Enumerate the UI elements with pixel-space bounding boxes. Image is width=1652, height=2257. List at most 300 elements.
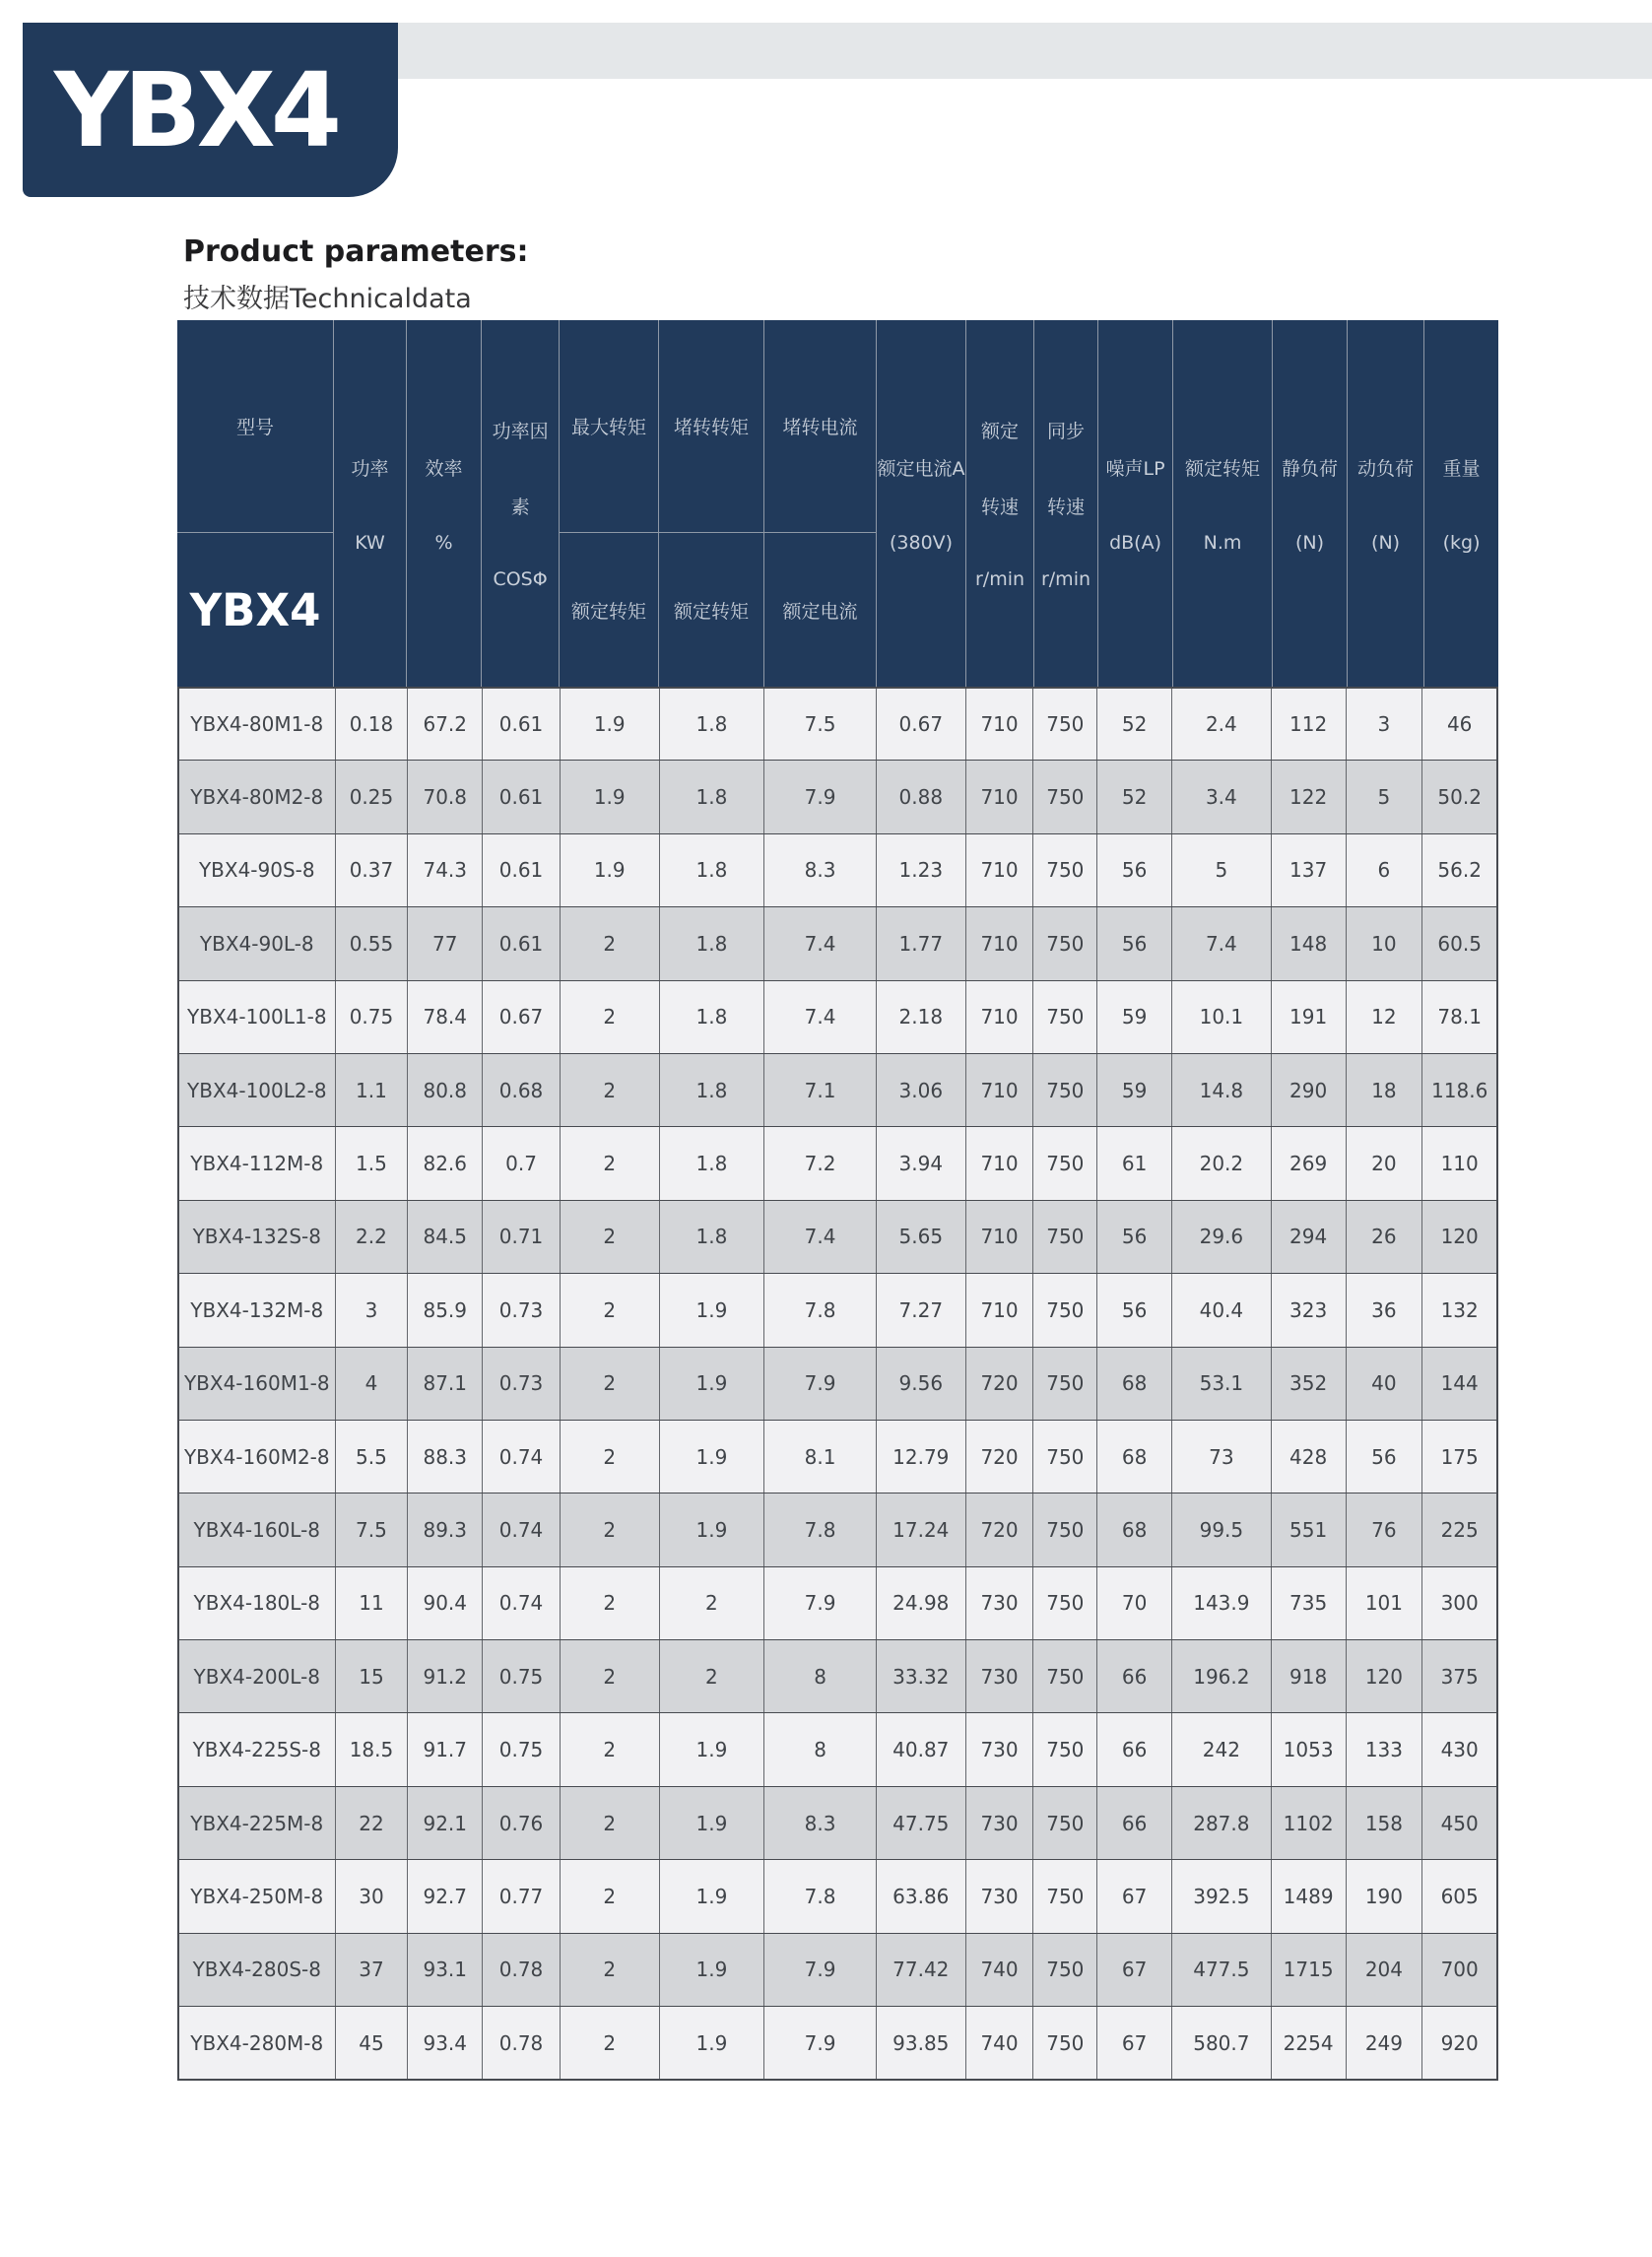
cell-static-load: 551 — [1272, 1494, 1347, 1565]
cell-rated-current: 0.67 — [877, 689, 966, 760]
cell-locked-rotor-current: 7.5 — [764, 689, 877, 760]
cell-rated-speed: 720 — [966, 1348, 1034, 1420]
cell-model: YBX4-160L-8 — [179, 1494, 336, 1565]
cell-rated-current: 40.87 — [877, 1713, 966, 1785]
cell-efficiency: 82.6 — [408, 1127, 483, 1199]
cell-model: YBX4-90S-8 — [179, 834, 336, 906]
cell-power-factor: 0.73 — [483, 1274, 561, 1346]
cell-rated-torque: 477.5 — [1172, 1934, 1272, 2006]
cell-rated-torque: 20.2 — [1172, 1127, 1272, 1199]
page-title: Product parameters: — [183, 234, 529, 269]
cell-dynamic-load: 56 — [1347, 1421, 1423, 1493]
cell-locked-rotor-torque: 1.8 — [660, 834, 765, 906]
cell-efficiency: 85.9 — [408, 1274, 483, 1346]
cell-locked-rotor-torque: 1.9 — [660, 1860, 765, 1932]
header-line: 噪声LP — [1105, 457, 1165, 480]
cell-locked-rotor-current: 7.9 — [764, 1348, 877, 1420]
cell-sync-speed: 750 — [1033, 1713, 1097, 1785]
top-accent-bar — [398, 23, 1652, 79]
cell-weight: 144 — [1440, 1371, 1479, 1396]
cell-rated-torque: 14.8 — [1172, 1054, 1272, 1126]
cell-rated-torque: 2.4 — [1172, 689, 1272, 760]
cell-dynamic-load: 120 — [1347, 1640, 1423, 1712]
table-row — [179, 1126, 1496, 1199]
cell-rated-torque: 392.5 — [1172, 1860, 1272, 1932]
cell-noise-lp: 67 — [1097, 1934, 1172, 2006]
cell-rated-current: 77.42 — [877, 1934, 966, 2006]
cell-power: 1.1 — [336, 1054, 409, 1126]
cell-noise-lp: 59 — [1097, 1054, 1172, 1126]
header-line: 静负荷 — [1282, 457, 1339, 480]
column-header-rated-speed — [966, 320, 1034, 687]
cell-locked-rotor-current: 7.8 — [764, 1860, 877, 1932]
cell-locked-rotor-torque: 1.9 — [660, 1494, 765, 1565]
cell-power-factor: 0.7 — [483, 1127, 561, 1199]
header-line: COSΦ — [493, 568, 548, 590]
cell-locked-rotor-current: 7.9 — [764, 1934, 877, 2006]
cell-model: YBX4-225S-8 — [179, 1713, 336, 1785]
table-row — [179, 1859, 1496, 1932]
cell-power: 0.75 — [336, 981, 409, 1053]
cell-rated-current: 2.18 — [877, 981, 966, 1053]
cell-weight: 120 — [1440, 1225, 1479, 1249]
cell-model: YBX4-225M-8 — [179, 1787, 336, 1859]
cell-efficiency: 92.1 — [408, 1787, 483, 1859]
cell-rated-torque: 5 — [1172, 834, 1272, 906]
cell-static-load: 112 — [1272, 689, 1347, 760]
cell-rated-torque: 3.4 — [1172, 761, 1272, 832]
cell-locked-rotor-current: 7.2 — [764, 1127, 877, 1199]
cell-power: 11 — [336, 1567, 409, 1639]
header-line: 效率 — [425, 457, 463, 480]
header-line: (kg) — [1442, 531, 1481, 554]
cell-locked-rotor-torque: 2 — [660, 1640, 765, 1712]
cell-weight: 56.2 — [1437, 858, 1482, 883]
cell-static-load: 122 — [1272, 761, 1347, 832]
table-row — [179, 1053, 1496, 1126]
cell-locked-rotor-current: 8.3 — [764, 1787, 877, 1859]
cell-rated-speed: 710 — [966, 1201, 1034, 1273]
cell-max-torque: 2 — [561, 1860, 660, 1932]
cell-sync-speed: 750 — [1033, 1934, 1097, 2006]
cell-locked-rotor-current: 7.9 — [764, 2007, 877, 2079]
header-line: (N) — [1295, 531, 1325, 554]
cell-locked-rotor-torque: 2 — [660, 1567, 765, 1639]
cell-weight: 46 — [1446, 712, 1473, 737]
cell-model: YBX4-280S-8 — [179, 1934, 336, 2006]
table-row — [179, 2006, 1496, 2079]
cell-locked-rotor-torque: 1.8 — [660, 689, 765, 760]
cell-max-torque: 2 — [561, 981, 660, 1053]
cell-weight: 60.5 — [1437, 931, 1482, 956]
cell-noise-lp: 67 — [1097, 1860, 1172, 1932]
table-row — [179, 687, 1496, 760]
cell-weight: 50.2 — [1437, 785, 1482, 810]
cell-locked-rotor-torque: 1.8 — [660, 1201, 765, 1273]
header-line: 转速 — [1046, 497, 1085, 518]
header-line: 额定转矩 — [1185, 457, 1261, 480]
cell-locked-rotor-current: 8.1 — [764, 1421, 877, 1493]
cell-rated-speed: 740 — [966, 1934, 1034, 2006]
cell-static-load: 290 — [1272, 1054, 1347, 1126]
cell-model: YBX4-112M-8 — [179, 1127, 336, 1199]
cell-dynamic-load: 20 — [1347, 1127, 1423, 1199]
cell-power: 37 — [336, 1934, 409, 2006]
cell-efficiency: 91.7 — [408, 1713, 483, 1785]
cell-dynamic-load: 133 — [1347, 1713, 1423, 1785]
table-row — [179, 1200, 1496, 1273]
header-line: % — [434, 531, 453, 554]
cell-model: YBX4-90L-8 — [179, 907, 336, 979]
cell-weight: 110 — [1440, 1152, 1479, 1176]
cell-locked-rotor-torque: 1.8 — [660, 981, 765, 1053]
cell-weight: 78.1 — [1437, 1005, 1482, 1029]
cell-weight: 700 — [1440, 1958, 1479, 1982]
cell-static-load: 148 — [1272, 907, 1347, 979]
cell-max-torque: 2 — [561, 1787, 660, 1859]
cell-power: 0.37 — [336, 834, 409, 906]
logo-text: YBX4 — [54, 49, 338, 170]
cell-model: YBX4-250M-8 — [179, 1860, 336, 1932]
cell-static-load: 191 — [1272, 981, 1347, 1053]
cell-locked-rotor-torque: 1.8 — [660, 907, 765, 979]
cell-efficiency: 92.7 — [408, 1860, 483, 1932]
cell-rated-speed: 730 — [966, 1787, 1034, 1859]
cell-locked-rotor-torque: 1.8 — [660, 761, 765, 832]
cell-noise-lp: 66 — [1097, 1787, 1172, 1859]
table-row — [179, 833, 1496, 906]
header-line: 同步 — [1046, 421, 1085, 442]
cell-sync-speed: 750 — [1033, 689, 1097, 760]
cell-static-load: 294 — [1272, 1201, 1347, 1273]
cell-power: 15 — [336, 1640, 409, 1712]
cell-weight: 175 — [1440, 1444, 1479, 1469]
header-line: (380V) — [889, 531, 954, 554]
cell-rated-speed: 730 — [966, 1640, 1034, 1712]
cell-power: 1.5 — [336, 1127, 409, 1199]
header-line: r/min — [1040, 568, 1091, 590]
column-header-power-factor — [482, 320, 560, 687]
table-row — [179, 1347, 1496, 1420]
header-line: 素 — [510, 497, 530, 518]
cell-noise-lp: 68 — [1097, 1421, 1172, 1493]
cell-model: YBX4-80M2-8 — [179, 761, 336, 832]
cell-rated-torque: 40.4 — [1172, 1274, 1272, 1346]
cell-efficiency: 74.3 — [408, 834, 483, 906]
column-header-rated-torque — [1173, 320, 1273, 687]
table-body — [177, 687, 1498, 2081]
cell-max-torque: 2 — [561, 1127, 660, 1199]
cell-rated-current: 3.06 — [877, 1054, 966, 1126]
cell-rated-speed: 720 — [966, 1494, 1034, 1565]
cell-rated-current: 5.65 — [877, 1201, 966, 1273]
column-header-locked-rotor-torque — [659, 320, 764, 687]
cell-noise-lp: 70 — [1097, 1567, 1172, 1639]
cell-max-torque: 2 — [561, 1274, 660, 1346]
cell-model: YBX4-100L2-8 — [179, 1054, 336, 1126]
cell-max-torque: 1.9 — [561, 689, 660, 760]
cell-max-torque: 2 — [561, 1348, 660, 1420]
cell-sync-speed: 750 — [1033, 1567, 1097, 1639]
cell-rated-current: 12.79 — [877, 1421, 966, 1493]
cell-power: 0.55 — [336, 907, 409, 979]
table-row — [179, 980, 1496, 1053]
cell-sync-speed: 750 — [1033, 761, 1097, 832]
cell-locked-rotor-torque: 1.9 — [660, 1274, 765, 1346]
cell-noise-lp: 56 — [1097, 834, 1172, 906]
cell-locked-rotor-current: 7.1 — [764, 1054, 877, 1126]
cell-model: YBX4-280M-8 — [179, 2007, 336, 2079]
cell-power-factor: 0.74 — [483, 1567, 561, 1639]
cell-noise-lp: 59 — [1097, 981, 1172, 1053]
cell-sync-speed: 750 — [1033, 981, 1097, 1053]
header-line: 动负荷 — [1357, 457, 1415, 480]
cell-dynamic-load: 40 — [1347, 1348, 1423, 1420]
cell-rated-current: 17.24 — [877, 1494, 966, 1565]
cell-noise-lp: 66 — [1097, 1713, 1172, 1785]
cell-power-factor: 0.61 — [483, 689, 561, 760]
cell-power-factor: 0.68 — [483, 1054, 561, 1126]
column-header-power — [334, 320, 407, 687]
table-row — [179, 1786, 1496, 1859]
cell-noise-lp: 61 — [1097, 1127, 1172, 1199]
cell-weight: 920 — [1440, 2030, 1479, 2055]
cell-efficiency: 87.1 — [408, 1348, 483, 1420]
cell-sync-speed: 750 — [1033, 1421, 1097, 1493]
cell-rated-torque: 242 — [1172, 1713, 1272, 1785]
cell-power: 4 — [336, 1348, 409, 1420]
cell-weight: 605 — [1440, 1884, 1479, 1908]
cell-rated-speed: 710 — [966, 1054, 1034, 1126]
cell-max-torque: 1.9 — [561, 834, 660, 906]
cell-rated-speed: 730 — [966, 1713, 1034, 1785]
cell-sync-speed: 750 — [1033, 1054, 1097, 1126]
cell-power: 0.25 — [336, 761, 409, 832]
cell-power: 5.5 — [336, 1421, 409, 1493]
cell-efficiency: 93.4 — [408, 2007, 483, 2079]
table-row — [179, 1566, 1496, 1639]
column-header-static-load — [1273, 320, 1348, 687]
cell-rated-speed: 730 — [966, 1567, 1034, 1639]
header-line: 额定 — [981, 421, 1020, 442]
column-header-noise-lp — [1098, 320, 1173, 687]
cell-locked-rotor-current: 8 — [764, 1640, 877, 1712]
header-line: 功率 — [351, 457, 389, 480]
cell-dynamic-load: 204 — [1347, 1934, 1423, 2006]
cell-max-torque: 2 — [561, 907, 660, 979]
cell-static-load: 1715 — [1272, 1934, 1347, 2006]
column-header-efficiency — [407, 320, 482, 687]
column-header-locked-rotor-current-bottom: 额定电流 — [782, 600, 858, 623]
column-header-locked-rotor-current — [764, 320, 877, 687]
cell-efficiency: 89.3 — [408, 1494, 483, 1565]
table-header-row — [177, 320, 1498, 687]
cell-rated-current: 24.98 — [877, 1567, 966, 1639]
cell-max-torque: 2 — [561, 1567, 660, 1639]
table-row — [179, 906, 1496, 979]
cell-max-torque: 2 — [561, 1421, 660, 1493]
cell-dynamic-load: 12 — [1347, 981, 1423, 1053]
cell-noise-lp: 66 — [1097, 1640, 1172, 1712]
cell-dynamic-load: 26 — [1347, 1201, 1423, 1273]
cell-static-load: 2254 — [1272, 2007, 1347, 2079]
cell-sync-speed: 750 — [1033, 1274, 1097, 1346]
cell-power: 45 — [336, 2007, 409, 2079]
cell-power: 7.5 — [336, 1494, 409, 1565]
table-row — [179, 1933, 1496, 2006]
cell-max-torque: 2 — [561, 1640, 660, 1712]
header-line: 转速 — [981, 497, 1020, 518]
cell-power: 18.5 — [336, 1713, 409, 1785]
cell-weight: 430 — [1440, 1738, 1479, 1762]
cell-sync-speed: 750 — [1033, 1787, 1097, 1859]
cell-rated-speed: 740 — [966, 2007, 1034, 2079]
cell-power-factor: 0.74 — [483, 1494, 561, 1565]
cell-power-factor: 0.74 — [483, 1421, 561, 1493]
cell-efficiency: 70.8 — [408, 761, 483, 832]
cell-power-factor: 0.67 — [483, 981, 561, 1053]
column-header-model-top: 型号 — [177, 320, 333, 533]
cell-dynamic-load: 76 — [1347, 1494, 1423, 1565]
cell-rated-speed: 720 — [966, 1421, 1034, 1493]
cell-rated-speed: 710 — [966, 907, 1034, 979]
cell-efficiency: 77 — [408, 907, 483, 979]
cell-sync-speed: 750 — [1033, 834, 1097, 906]
cell-max-torque: 2 — [561, 1494, 660, 1565]
cell-dynamic-load: 249 — [1347, 2007, 1423, 2079]
cell-dynamic-load: 6 — [1347, 834, 1423, 906]
cell-noise-lp: 52 — [1097, 761, 1172, 832]
column-header-locked-rotor-current-top: 堵转电流 — [764, 320, 876, 533]
cell-locked-rotor-current: 7.8 — [764, 1274, 877, 1346]
cell-rated-speed: 710 — [966, 761, 1034, 832]
cell-rated-current: 3.94 — [877, 1127, 966, 1199]
header-line: KW — [355, 531, 385, 554]
header-line: N.m — [1203, 531, 1242, 554]
cell-sync-speed: 750 — [1033, 1640, 1097, 1712]
cell-efficiency: 67.2 — [408, 689, 483, 760]
cell-noise-lp: 56 — [1097, 907, 1172, 979]
cell-rated-speed: 710 — [966, 834, 1034, 906]
cell-max-torque: 2 — [561, 1201, 660, 1273]
header-line: (N) — [1371, 531, 1401, 554]
cell-locked-rotor-torque: 1.9 — [660, 1348, 765, 1420]
cell-dynamic-load: 18 — [1347, 1054, 1423, 1126]
table-row — [179, 760, 1496, 832]
cell-locked-rotor-torque: 1.8 — [660, 1127, 765, 1199]
cell-rated-current: 7.27 — [877, 1274, 966, 1346]
cell-power-factor: 0.75 — [483, 1713, 561, 1785]
cell-rated-current: 9.56 — [877, 1348, 966, 1420]
table-row — [179, 1493, 1496, 1565]
cell-locked-rotor-torque: 1.9 — [660, 1787, 765, 1859]
cell-power-factor: 0.71 — [483, 1201, 561, 1273]
cell-rated-torque: 53.1 — [1172, 1348, 1272, 1420]
cell-locked-rotor-current: 7.8 — [764, 1494, 877, 1565]
cell-model: YBX4-160M2-8 — [179, 1421, 336, 1493]
column-header-max-torque-bottom: 额定转矩 — [571, 600, 647, 623]
cell-rated-speed: 710 — [966, 1274, 1034, 1346]
cell-model: YBX4-160M1-8 — [179, 1348, 336, 1420]
cell-static-load: 137 — [1272, 834, 1347, 906]
cell-power-factor: 0.73 — [483, 1348, 561, 1420]
cell-rated-current: 93.85 — [877, 2007, 966, 2079]
cell-static-load: 428 — [1272, 1421, 1347, 1493]
cell-dynamic-load: 101 — [1347, 1567, 1423, 1639]
cell-weight: 225 — [1440, 1517, 1479, 1542]
cell-locked-rotor-current: 7.4 — [764, 981, 877, 1053]
cell-sync-speed: 750 — [1033, 2007, 1097, 2079]
cell-power-factor: 0.75 — [483, 1640, 561, 1712]
cell-rated-torque: 580.7 — [1172, 2007, 1272, 2079]
cell-efficiency: 93.1 — [408, 1934, 483, 2006]
cell-weight: 375 — [1440, 1664, 1479, 1689]
column-header-max-torque — [560, 320, 659, 687]
cell-weight: 450 — [1440, 1811, 1479, 1835]
cell-weight: 300 — [1440, 1591, 1479, 1616]
column-header-rated-current — [877, 320, 966, 687]
column-header-locked-rotor-torque-bottom: 额定转矩 — [674, 600, 750, 623]
cell-max-torque: 2 — [561, 2007, 660, 2079]
cell-dynamic-load: 190 — [1347, 1860, 1423, 1932]
cell-rated-torque: 73 — [1172, 1421, 1272, 1493]
cell-dynamic-load: 10 — [1347, 907, 1423, 979]
cell-locked-rotor-torque: 1.9 — [660, 1934, 765, 2006]
cell-static-load: 269 — [1272, 1127, 1347, 1199]
cell-locked-rotor-torque: 1.9 — [660, 2007, 765, 2079]
cell-model: YBX4-132S-8 — [179, 1201, 336, 1273]
cell-power-factor: 0.78 — [483, 2007, 561, 2079]
cell-rated-speed: 730 — [966, 1860, 1034, 1932]
cell-rated-current: 1.23 — [877, 834, 966, 906]
column-header-weight — [1424, 320, 1498, 687]
cell-locked-rotor-torque: 1.9 — [660, 1713, 765, 1785]
cell-noise-lp: 56 — [1097, 1201, 1172, 1273]
cell-dynamic-load: 3 — [1347, 689, 1423, 760]
cell-locked-rotor-current: 7.4 — [764, 907, 877, 979]
cell-rated-speed: 710 — [966, 981, 1034, 1053]
cell-static-load: 352 — [1272, 1348, 1347, 1420]
cell-rated-speed: 710 — [966, 1127, 1034, 1199]
cell-rated-torque: 196.2 — [1172, 1640, 1272, 1712]
header-line: dB(A) — [1109, 531, 1161, 554]
cell-rated-torque: 99.5 — [1172, 1494, 1272, 1565]
table-row — [179, 1712, 1496, 1785]
cell-locked-rotor-current: 8 — [764, 1713, 877, 1785]
cell-dynamic-load: 5 — [1347, 761, 1423, 832]
cell-rated-current: 63.86 — [877, 1860, 966, 1932]
cell-locked-rotor-current: 7.4 — [764, 1201, 877, 1273]
cell-efficiency: 78.4 — [408, 981, 483, 1053]
cell-model: YBX4-180L-8 — [179, 1567, 336, 1639]
cell-rated-torque: 7.4 — [1172, 907, 1272, 979]
logo-block — [23, 23, 398, 197]
cell-static-load: 1053 — [1272, 1713, 1347, 1785]
page-subtitle: 技术数据Technicaldata — [183, 284, 472, 314]
cell-sync-speed: 750 — [1033, 1348, 1097, 1420]
column-header-dynamic-load — [1348, 320, 1424, 687]
cell-rated-speed: 710 — [966, 689, 1034, 760]
cell-power: 3 — [336, 1274, 409, 1346]
cell-max-torque: 2 — [561, 1934, 660, 2006]
table-row — [179, 1639, 1496, 1712]
cell-sync-speed: 750 — [1033, 1494, 1097, 1565]
table-row — [179, 1273, 1496, 1346]
cell-static-load: 1489 — [1272, 1860, 1347, 1932]
spec-table — [177, 320, 1498, 2081]
header-line: r/min — [975, 568, 1025, 590]
cell-rated-current: 33.32 — [877, 1640, 966, 1712]
